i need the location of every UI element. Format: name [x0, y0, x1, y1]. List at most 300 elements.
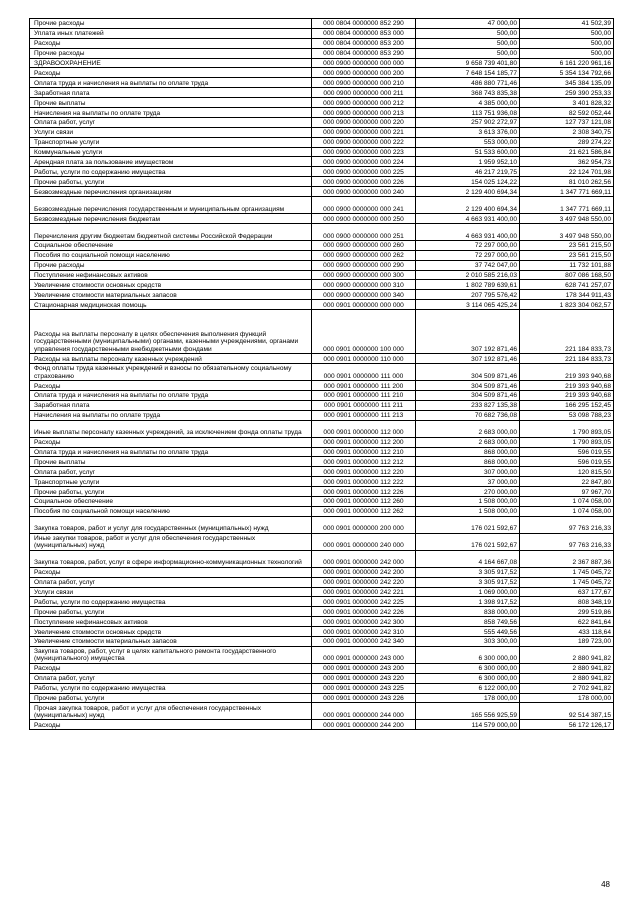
- table-row: [30, 260, 614, 270]
- row-executed-value-cell: 433 118,64: [520, 627, 614, 637]
- row-code-cell: 000 0804 0000000 853 290: [312, 48, 416, 58]
- row-approved-value-cell: 2 683 000,00: [416, 437, 520, 447]
- row-code-cell: 000 0900 0000000 000 340: [312, 290, 416, 300]
- table-row: [30, 28, 614, 38]
- row-executed-value-cell: 2 308 340,75: [520, 127, 614, 137]
- row-name-cell: Увеличение стоимости основных средств: [30, 280, 312, 290]
- row-name-cell: Закупка товаров, работ и услуг для государственных (муниципальных) нужд: [30, 516, 312, 533]
- table-row: [30, 607, 614, 617]
- row-approved-value-cell: 4 663 931 400,00: [416, 223, 520, 240]
- row-name-cell: Работы, услуги по содержанию имущества: [30, 167, 312, 177]
- row-executed-value-cell: 56 172 126,17: [520, 720, 614, 730]
- table-row: [30, 214, 614, 224]
- row-approved-value-cell: 2 010 585 216,03: [416, 270, 520, 280]
- row-name-cell: Социальное обеспечение: [30, 240, 312, 250]
- row-executed-value-cell: 628 741 257,07: [520, 280, 614, 290]
- table-row: [30, 137, 614, 147]
- row-approved-value-cell: 4 663 931 400,00: [416, 214, 520, 224]
- table-row: [30, 223, 614, 240]
- row-name-cell: Коммунальные услуги: [30, 147, 312, 157]
- table-row: [30, 636, 614, 646]
- table-row: [30, 19, 614, 29]
- row-name-cell: Закупка товаров, работ, услуг в целях капитального ремонта государственного (муниципального) имущества: [30, 646, 312, 663]
- row-approved-value-cell: 37 742 047,00: [416, 260, 520, 270]
- row-executed-value-cell: 500,00: [520, 28, 614, 38]
- row-code-cell: 000 0900 0000000 000 241: [312, 197, 416, 214]
- table-row: [30, 467, 614, 477]
- table-row: [30, 703, 614, 720]
- row-approved-value-cell: 553 000,00: [416, 137, 520, 147]
- table-row: [30, 496, 614, 506]
- row-name-cell: Оплата работ, услуг: [30, 673, 312, 683]
- row-executed-value-cell: 1 790 893,05: [520, 420, 614, 437]
- row-code-cell: 000 0901 0000000 240 000: [312, 533, 416, 550]
- row-executed-value-cell: 11 732 101,88: [520, 260, 614, 270]
- row-code-cell: 000 0900 0000000 000 310: [312, 280, 416, 290]
- row-executed-value-cell: 1 074 058,00: [520, 506, 614, 516]
- row-code-cell: 000 0901 0000000 111 200: [312, 381, 416, 391]
- row-name-cell: Услуги связи: [30, 587, 312, 597]
- row-name-cell: Фонд оплаты труда казенных учреждений и взносы по обязательному социальному страхованию: [30, 364, 312, 381]
- row-executed-value-cell: 1 074 058,00: [520, 496, 614, 506]
- row-executed-value-cell: 807 086 168,50: [520, 270, 614, 280]
- table-row: [30, 38, 614, 48]
- row-name-cell: Прочие работы, услуги: [30, 177, 312, 187]
- row-code-cell: 000 0901 0000000 112 260: [312, 496, 416, 506]
- row-executed-value-cell: 289 274,22: [520, 137, 614, 147]
- table-row: [30, 58, 614, 68]
- row-executed-value-cell: 596 019,55: [520, 447, 614, 457]
- row-name-cell: Перечисления другим бюджетам бюджетной системы Российской Федерации: [30, 223, 312, 240]
- row-approved-value-cell: 3 305 917,52: [416, 567, 520, 577]
- row-approved-value-cell: 70 682 736,08: [416, 410, 520, 420]
- table-row: [30, 663, 614, 673]
- row-code-cell: 000 0901 0000000 112 220: [312, 467, 416, 477]
- budget-execution-table: [29, 18, 614, 730]
- row-executed-value-cell: 22 847,80: [520, 477, 614, 487]
- row-approved-value-cell: 176 021 592,67: [416, 533, 520, 550]
- row-executed-value-cell: 97 763 216,33: [520, 516, 614, 533]
- row-executed-value-cell: 6 161 220 961,16: [520, 58, 614, 68]
- table-row: [30, 98, 614, 108]
- table-row: [30, 187, 614, 197]
- row-code-cell: 000 0900 0000000 000 223: [312, 147, 416, 157]
- row-code-cell: 000 0901 0000000 242 221: [312, 587, 416, 597]
- row-name-cell: Прочие работы, услуги: [30, 487, 312, 497]
- row-name-cell: Услуги связи: [30, 127, 312, 137]
- row-executed-value-cell: 178 344 911,43: [520, 290, 614, 300]
- row-approved-value-cell: 2 129 400 694,34: [416, 197, 520, 214]
- row-approved-value-cell: 113 751 936,08: [416, 108, 520, 118]
- row-name-cell: Прочие расходы: [30, 260, 312, 270]
- row-name-cell: Работы, услуги по содержанию имущества: [30, 597, 312, 607]
- row-name-cell: Прочие выплаты: [30, 457, 312, 467]
- table-row: [30, 673, 614, 683]
- row-executed-value-cell: 1 745 045,72: [520, 577, 614, 587]
- row-approved-value-cell: 555 449,56: [416, 627, 520, 637]
- row-approved-value-cell: 6 122 000,00: [416, 683, 520, 693]
- row-name-cell: Социальное обеспечение: [30, 496, 312, 506]
- row-approved-value-cell: 868 000,00: [416, 447, 520, 457]
- table-row: [30, 447, 614, 457]
- row-code-cell: 000 0901 0000000 112 262: [312, 506, 416, 516]
- table-row: [30, 400, 614, 410]
- table-row: [30, 410, 614, 420]
- row-code-cell: 000 0900 0000000 000 000: [312, 58, 416, 68]
- row-name-cell: Поступление нефинансовых активов: [30, 270, 312, 280]
- table-row: [30, 646, 614, 663]
- row-executed-value-cell: 166 295 152,45: [520, 400, 614, 410]
- row-approved-value-cell: 500,00: [416, 48, 520, 58]
- row-name-cell: Оплата труда и начисления на выплаты по оплате труда: [30, 390, 312, 400]
- row-approved-value-cell: 368 743 835,38: [416, 88, 520, 98]
- row-executed-value-cell: 178 000,00: [520, 693, 614, 703]
- row-executed-value-cell: 259 390 253,33: [520, 88, 614, 98]
- row-approved-value-cell: 6 300 000,00: [416, 646, 520, 663]
- row-executed-value-cell: 2 367 887,36: [520, 550, 614, 567]
- row-code-cell: 000 0901 0000000 242 340: [312, 636, 416, 646]
- row-name-cell: Начисления на выплаты по оплате труда: [30, 410, 312, 420]
- row-code-cell: 000 0900 0000000 000 262: [312, 250, 416, 260]
- table-row: [30, 197, 614, 214]
- table-row: [30, 250, 614, 260]
- table-row: [30, 693, 614, 703]
- row-name-cell: Увеличение стоимости основных средств: [30, 627, 312, 637]
- row-approved-value-cell: 868 000,00: [416, 457, 520, 467]
- row-code-cell: 000 0900 0000000 000 224: [312, 157, 416, 167]
- row-code-cell: 000 0901 0000000 111 000: [312, 364, 416, 381]
- table-row: [30, 683, 614, 693]
- row-executed-value-cell: 53 098 788,23: [520, 410, 614, 420]
- row-approved-value-cell: 307 192 871,46: [416, 310, 520, 354]
- row-executed-value-cell: 127 737 121,08: [520, 117, 614, 127]
- row-name-cell: Расходы: [30, 437, 312, 447]
- row-approved-value-cell: 154 025 124,22: [416, 177, 520, 187]
- row-name-cell: Закупка товаров, работ, услуг в сфере информационно-коммуникационных технологий: [30, 550, 312, 567]
- row-approved-value-cell: 6 300 000,00: [416, 663, 520, 673]
- row-executed-value-cell: 2 880 941,82: [520, 646, 614, 663]
- row-code-cell: 000 0900 0000000 000 300: [312, 270, 416, 280]
- row-executed-value-cell: 92 514 387,15: [520, 703, 614, 720]
- row-code-cell: 000 0901 0000000 111 210: [312, 390, 416, 400]
- row-approved-value-cell: 304 509 871,46: [416, 364, 520, 381]
- row-approved-value-cell: 4 164 667,08: [416, 550, 520, 567]
- row-name-cell: Прочие расходы: [30, 48, 312, 58]
- table-row: [30, 78, 614, 88]
- row-executed-value-cell: 23 561 215,50: [520, 240, 614, 250]
- table-row: [30, 567, 614, 577]
- row-name-cell: ЗДРАВООХРАНЕНИЕ: [30, 58, 312, 68]
- row-approved-value-cell: 270 000,00: [416, 487, 520, 497]
- row-approved-value-cell: 46 217 219,75: [416, 167, 520, 177]
- row-executed-value-cell: 82 592 052,44: [520, 108, 614, 118]
- row-name-cell: Безвозмездные перечисления организациям: [30, 187, 312, 197]
- row-executed-value-cell: 500,00: [520, 48, 614, 58]
- row-executed-value-cell: 219 393 940,68: [520, 364, 614, 381]
- table-row: [30, 300, 614, 310]
- row-code-cell: 000 0901 0000000 112 222: [312, 477, 416, 487]
- row-name-cell: Поступление нефинансовых активов: [30, 617, 312, 627]
- row-code-cell: 000 0900 0000000 000 220: [312, 117, 416, 127]
- row-executed-value-cell: 22 124 701,98: [520, 167, 614, 177]
- row-executed-value-cell: 3 497 948 550,00: [520, 214, 614, 224]
- row-code-cell: 000 0900 0000000 000 225: [312, 167, 416, 177]
- table-row: [30, 533, 614, 550]
- row-name-cell: Увеличение стоимости материальных запасов: [30, 636, 312, 646]
- table-row: [30, 88, 614, 98]
- table-body: [30, 19, 614, 730]
- row-name-cell: Прочие выплаты: [30, 98, 312, 108]
- row-executed-value-cell: 622 841,64: [520, 617, 614, 627]
- table-row: [30, 157, 614, 167]
- table-row: [30, 117, 614, 127]
- row-executed-value-cell: 5 354 134 792,66: [520, 68, 614, 78]
- row-code-cell: 000 0901 0000000 100 000: [312, 310, 416, 354]
- row-executed-value-cell: 221 184 833,73: [520, 354, 614, 364]
- row-code-cell: 000 0901 0000000 243 225: [312, 683, 416, 693]
- row-code-cell: 000 0901 0000000 242 220: [312, 577, 416, 587]
- row-executed-value-cell: 362 954,73: [520, 157, 614, 167]
- row-executed-value-cell: 637 177,67: [520, 587, 614, 597]
- row-code-cell: 000 0900 0000000 000 240: [312, 187, 416, 197]
- row-executed-value-cell: 3 497 948 550,00: [520, 223, 614, 240]
- table-row: [30, 127, 614, 137]
- table-row: [30, 506, 614, 516]
- row-name-cell: Заработная плата: [30, 400, 312, 410]
- row-approved-value-cell: 1 508 000,00: [416, 506, 520, 516]
- row-executed-value-cell: 23 561 215,50: [520, 250, 614, 260]
- row-executed-value-cell: 3 401 828,32: [520, 98, 614, 108]
- row-name-cell: Уплата иных платежей: [30, 28, 312, 38]
- table-row: [30, 587, 614, 597]
- row-executed-value-cell: 2 702 941,82: [520, 683, 614, 693]
- row-approved-value-cell: 9 658 739 401,80: [416, 58, 520, 68]
- row-code-cell: 000 0900 0000000 000 213: [312, 108, 416, 118]
- row-code-cell: 000 0900 0000000 000 212: [312, 98, 416, 108]
- row-code-cell: 000 0900 0000000 000 211: [312, 88, 416, 98]
- row-approved-value-cell: 207 795 576,42: [416, 290, 520, 300]
- row-code-cell: 000 0804 0000000 853 000: [312, 28, 416, 38]
- table-row: [30, 310, 614, 354]
- row-executed-value-cell: 2 880 941,82: [520, 673, 614, 683]
- row-name-cell: Транспортные услуги: [30, 137, 312, 147]
- row-approved-value-cell: 178 000,00: [416, 693, 520, 703]
- row-code-cell: 000 0901 0000000 242 000: [312, 550, 416, 567]
- table-row: [30, 420, 614, 437]
- row-code-cell: 000 0901 0000000 110 000: [312, 354, 416, 364]
- row-approved-value-cell: 1 398 917,52: [416, 597, 520, 607]
- table-row: [30, 477, 614, 487]
- row-code-cell: 000 0901 0000000 242 310: [312, 627, 416, 637]
- table-row: [30, 48, 614, 58]
- table-row: [30, 577, 614, 587]
- row-approved-value-cell: 257 902 272,97: [416, 117, 520, 127]
- row-approved-value-cell: 304 509 871,46: [416, 390, 520, 400]
- row-executed-value-cell: 41 502,39: [520, 19, 614, 29]
- row-code-cell: 000 0900 0000000 000 250: [312, 214, 416, 224]
- row-name-cell: Пособия по социальной помощи населению: [30, 250, 312, 260]
- table-row: [30, 720, 614, 730]
- table-row: [30, 617, 614, 627]
- row-approved-value-cell: 7 648 154 185,77: [416, 68, 520, 78]
- row-approved-value-cell: 51 533 600,00: [416, 147, 520, 157]
- row-code-cell: 000 0900 0000000 000 290: [312, 260, 416, 270]
- table-row: [30, 147, 614, 157]
- row-code-cell: 000 0901 0000000 243 000: [312, 646, 416, 663]
- row-name-cell: Иные выплаты персоналу казенных учреждений, за исключением фонда оплаты труда: [30, 420, 312, 437]
- row-name-cell: Оплата труда и начисления на выплаты по оплате труда: [30, 447, 312, 457]
- row-executed-value-cell: 345 384 135,09: [520, 78, 614, 88]
- row-code-cell: 000 0901 0000000 243 220: [312, 673, 416, 683]
- row-approved-value-cell: 233 827 135,38: [416, 400, 520, 410]
- row-executed-value-cell: 219 393 940,68: [520, 390, 614, 400]
- row-name-cell: Пособия по социальной помощи населению: [30, 506, 312, 516]
- row-approved-value-cell: 47 000,00: [416, 19, 520, 29]
- table-row: [30, 270, 614, 280]
- row-code-cell: 000 0901 0000000 242 300: [312, 617, 416, 627]
- row-name-cell: Расходы: [30, 720, 312, 730]
- row-name-cell: Оплата труда и начисления на выплаты по оплате труда: [30, 78, 312, 88]
- row-name-cell: Заработная плата: [30, 88, 312, 98]
- row-approved-value-cell: 303 300,00: [416, 636, 520, 646]
- row-name-cell: Оплата работ, услуг: [30, 467, 312, 477]
- row-code-cell: 000 0901 0000000 200 000: [312, 516, 416, 533]
- row-code-cell: 000 0900 0000000 000 251: [312, 223, 416, 240]
- row-code-cell: 000 0901 0000000 111 211: [312, 400, 416, 410]
- table-row: [30, 381, 614, 391]
- row-executed-value-cell: 21 621 586,84: [520, 147, 614, 157]
- table-row: [30, 108, 614, 118]
- row-code-cell: 000 0900 0000000 000 210: [312, 78, 416, 88]
- row-name-cell: Увеличение стоимости материальных запасов: [30, 290, 312, 300]
- row-name-cell: Начисления на выплаты по оплате труда: [30, 108, 312, 118]
- row-name-cell: Прочие работы, услуги: [30, 607, 312, 617]
- table-row: [30, 627, 614, 637]
- row-name-cell: Безвозмездные перечисления государственным и муниципальным организациям: [30, 197, 312, 214]
- table-row: [30, 68, 614, 78]
- row-approved-value-cell: 1 508 000,00: [416, 496, 520, 506]
- row-approved-value-cell: 37 000,00: [416, 477, 520, 487]
- row-approved-value-cell: 2 129 400 694,34: [416, 187, 520, 197]
- row-name-cell: Расходы: [30, 567, 312, 577]
- table-row: [30, 290, 614, 300]
- table-row: [30, 167, 614, 177]
- row-approved-value-cell: 838 000,00: [416, 607, 520, 617]
- row-executed-value-cell: 1 347 771 669,11: [520, 187, 614, 197]
- row-approved-value-cell: 307 192 871,46: [416, 354, 520, 364]
- row-code-cell: 000 0901 0000000 112 200: [312, 437, 416, 447]
- row-executed-value-cell: 1 347 771 669,11: [520, 197, 614, 214]
- row-name-cell: Прочие расходы: [30, 19, 312, 29]
- row-executed-value-cell: 120 815,50: [520, 467, 614, 477]
- table-row: [30, 516, 614, 533]
- row-approved-value-cell: 500,00: [416, 28, 520, 38]
- row-approved-value-cell: 3 114 065 425,24: [416, 300, 520, 310]
- row-executed-value-cell: 596 019,55: [520, 457, 614, 467]
- row-name-cell: Оплата работ, услуг: [30, 117, 312, 127]
- table-row: [30, 437, 614, 447]
- row-code-cell: 000 0901 0000000 243 200: [312, 663, 416, 673]
- row-approved-value-cell: 6 300 000,00: [416, 673, 520, 683]
- row-executed-value-cell: 81 010 262,56: [520, 177, 614, 187]
- row-executed-value-cell: 299 519,86: [520, 607, 614, 617]
- row-approved-value-cell: 3 305 917,52: [416, 577, 520, 587]
- page-number: 48: [601, 880, 610, 889]
- row-code-cell: 000 0804 0000000 852 290: [312, 19, 416, 29]
- row-approved-value-cell: 1 802 789 639,61: [416, 280, 520, 290]
- row-name-cell: Расходы: [30, 663, 312, 673]
- table-row: [30, 550, 614, 567]
- table-row: [30, 597, 614, 607]
- row-approved-value-cell: 1 959 952,10: [416, 157, 520, 167]
- row-name-cell: Стационарная медицинская помощь: [30, 300, 312, 310]
- row-code-cell: 000 0901 0000000 112 000: [312, 420, 416, 437]
- row-name-cell: Расходы: [30, 38, 312, 48]
- row-executed-value-cell: 1 745 045,72: [520, 567, 614, 577]
- row-code-cell: 000 0900 0000000 000 221: [312, 127, 416, 137]
- row-approved-value-cell: 114 579 000,00: [416, 720, 520, 730]
- row-executed-value-cell: 97 967,70: [520, 487, 614, 497]
- row-name-cell: Транспортные услуги: [30, 477, 312, 487]
- table-row: [30, 280, 614, 290]
- row-approved-value-cell: 1 069 000,00: [416, 587, 520, 597]
- row-code-cell: 000 0901 0000000 242 200: [312, 567, 416, 577]
- row-code-cell: 000 0900 0000000 000 260: [312, 240, 416, 250]
- row-approved-value-cell: 176 021 592,67: [416, 516, 520, 533]
- row-code-cell: 000 0901 0000000 112 210: [312, 447, 416, 457]
- table-row: [30, 364, 614, 381]
- row-code-cell: 000 0900 0000000 000 226: [312, 177, 416, 187]
- row-approved-value-cell: 165 556 925,59: [416, 703, 520, 720]
- row-code-cell: 000 0804 0000000 853 200: [312, 38, 416, 48]
- table-row: [30, 390, 614, 400]
- table-row: [30, 487, 614, 497]
- row-code-cell: 000 0901 0000000 112 212: [312, 457, 416, 467]
- row-name-cell: Арендная плата за пользование имуществом: [30, 157, 312, 167]
- row-name-cell: Расходы на выплаты персоналу в целях обеспечения выполнения функций государственными (муниципальными) органами, казенными учреждениями, органами управления государственными внебюджетными фондами: [30, 310, 312, 354]
- row-name-cell: Расходы на выплаты персоналу казенных учреждений: [30, 354, 312, 364]
- row-code-cell: 000 0901 0000000 243 226: [312, 693, 416, 703]
- row-code-cell: 000 0901 0000000 244 000: [312, 703, 416, 720]
- row-code-cell: 000 0900 0000000 000 200: [312, 68, 416, 78]
- row-name-cell: Прочие работы, услуги: [30, 693, 312, 703]
- row-name-cell: Расходы: [30, 68, 312, 78]
- row-name-cell: Иные закупки товаров, работ и услуг для обеспечения государственных (муниципальных) нужд: [30, 533, 312, 550]
- row-approved-value-cell: 72 297 000,00: [416, 250, 520, 260]
- row-approved-value-cell: 500,00: [416, 38, 520, 48]
- row-code-cell: 000 0901 0000000 112 226: [312, 487, 416, 497]
- row-approved-value-cell: 2 683 000,00: [416, 420, 520, 437]
- row-code-cell: 000 0901 0000000 111 213: [312, 410, 416, 420]
- row-approved-value-cell: 4 385 000,00: [416, 98, 520, 108]
- table-row: [30, 240, 614, 250]
- row-executed-value-cell: 189 723,00: [520, 636, 614, 646]
- row-approved-value-cell: 858 749,56: [416, 617, 520, 627]
- row-approved-value-cell: 304 509 871,46: [416, 381, 520, 391]
- row-approved-value-cell: 3 613 376,00: [416, 127, 520, 137]
- row-executed-value-cell: 808 348,19: [520, 597, 614, 607]
- row-executed-value-cell: 1 823 304 062,57: [520, 300, 614, 310]
- row-executed-value-cell: 500,00: [520, 38, 614, 48]
- row-name-cell: Оплата работ, услуг: [30, 577, 312, 587]
- table-row: [30, 457, 614, 467]
- row-code-cell: 000 0901 0000000 244 200: [312, 720, 416, 730]
- row-executed-value-cell: 2 880 941,82: [520, 663, 614, 673]
- row-code-cell: 000 0901 0000000 242 226: [312, 607, 416, 617]
- row-name-cell: Безвозмездные перечисления бюджетам: [30, 214, 312, 224]
- row-code-cell: 000 0901 0000000 242 225: [312, 597, 416, 607]
- row-code-cell: 000 0901 0000000 000 000: [312, 300, 416, 310]
